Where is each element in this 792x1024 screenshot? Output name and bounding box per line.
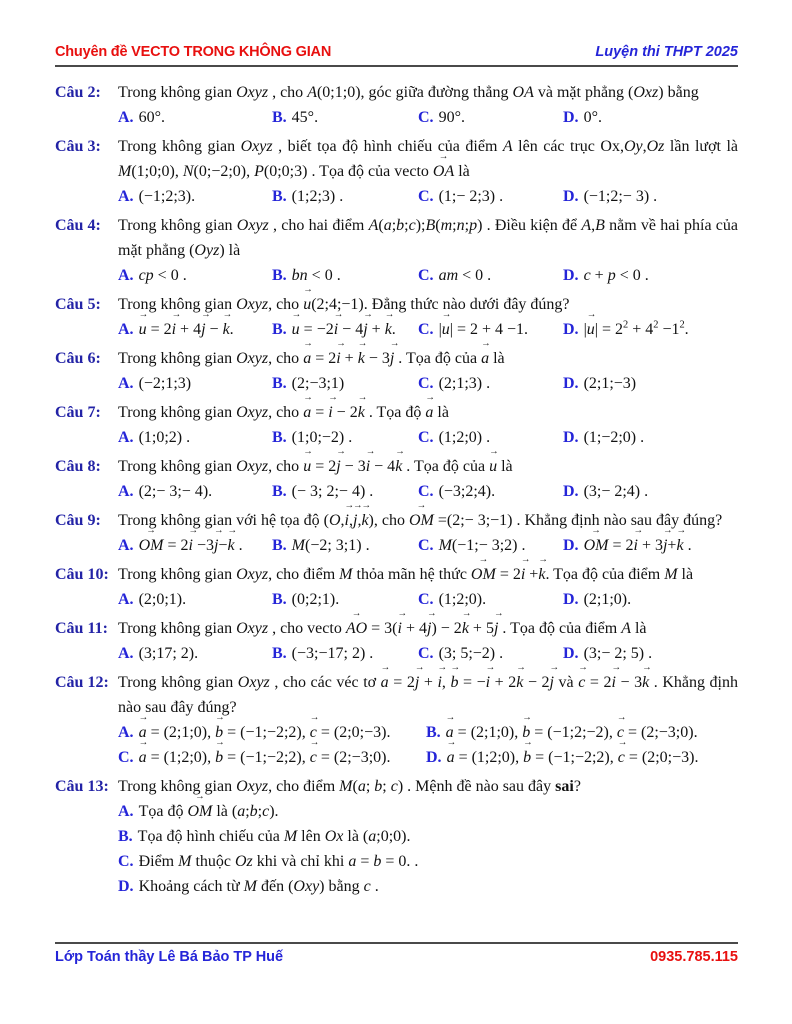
option-letter: D. bbox=[563, 375, 579, 392]
option-text: |u →| = 2 + 4 −1. bbox=[439, 321, 528, 338]
option-text: (1;−2;0) . bbox=[583, 429, 645, 446]
option-text: (2;− 3;− 4). bbox=[138, 483, 213, 500]
option-letter: D. bbox=[563, 109, 579, 126]
question-body bbox=[118, 292, 738, 342]
option-letter: D. bbox=[426, 749, 442, 766]
option-letter: B. bbox=[272, 429, 287, 446]
option-text: (2;0;1). bbox=[138, 591, 187, 608]
question-label: Câu 8: bbox=[55, 458, 101, 475]
option bbox=[118, 824, 738, 849]
option-text: c + p < 0 . bbox=[583, 267, 649, 284]
question-label: Câu 13: bbox=[55, 778, 109, 795]
option bbox=[118, 874, 738, 899]
question bbox=[55, 213, 738, 288]
option bbox=[418, 105, 563, 130]
option-text: (1;2;3) . bbox=[291, 188, 344, 205]
option-text: Tọa độ hình chiếu của M lên Ox là (a;0;0). bbox=[137, 828, 411, 845]
option-letter: D. bbox=[563, 267, 579, 284]
option bbox=[118, 425, 272, 450]
option-text: M(−2; 3;1) . bbox=[291, 537, 370, 554]
option bbox=[118, 641, 272, 666]
footer-phone-number: 0935.785.115 bbox=[650, 949, 738, 965]
option-letter: B. bbox=[272, 109, 287, 126]
option bbox=[118, 799, 738, 824]
question-label: Câu 4: bbox=[55, 217, 101, 234]
option-text: Tọa độ OM → là (a;b;c). bbox=[139, 803, 279, 820]
option-text: (−1;2;3). bbox=[138, 188, 196, 205]
option bbox=[118, 184, 272, 209]
option bbox=[272, 641, 418, 666]
options bbox=[118, 105, 738, 130]
option-text: (3; 5;−2) . bbox=[438, 645, 504, 662]
question bbox=[55, 454, 738, 504]
page-footer bbox=[55, 942, 738, 965]
option bbox=[563, 317, 738, 342]
option-text: Điểm M thuộc Oz khi và chỉ khi a = b = 0. . bbox=[138, 853, 419, 870]
options bbox=[118, 263, 738, 288]
question bbox=[55, 292, 738, 342]
option-letter: C. bbox=[118, 749, 134, 766]
question-label: Câu 2: bbox=[55, 84, 101, 101]
option-text: (1;0;−2) . bbox=[291, 429, 353, 446]
option-letter: A. bbox=[118, 375, 134, 392]
question-label: Câu 11: bbox=[55, 620, 108, 637]
option-text: (−3;2;4). bbox=[438, 483, 496, 500]
option bbox=[118, 105, 272, 130]
option-letter: B. bbox=[272, 375, 287, 392]
question-stem: Trong không gian Oxyz , cho hai điểm A(a;b;c);B(m;n;p) . Điều kiện để A,B nằm về hai phía của mặt phẳng (Oyz) là bbox=[118, 217, 739, 259]
footer-class-name: Lớp Toán thầy Lê Bá Bảo TP Huế bbox=[55, 949, 284, 965]
option bbox=[118, 587, 272, 612]
option-text: |u →| = $2^2 + 4^2 -1^2$. bbox=[584, 321, 689, 338]
option-letter: C. bbox=[418, 537, 434, 554]
options bbox=[118, 425, 738, 450]
option-letter: D. bbox=[563, 188, 579, 205]
option-text: 90°. bbox=[438, 109, 465, 126]
option-letter: A. bbox=[118, 188, 134, 205]
option bbox=[272, 533, 418, 558]
question-stem: Trong không gian Oxyz, cho điểm M thỏa mãn hệ thức OM → = 2i → +k →. Tọa độ của điểm M là bbox=[118, 562, 738, 587]
question-label: Câu 5: bbox=[55, 296, 101, 313]
option-letter: C. bbox=[418, 429, 434, 446]
question-body bbox=[118, 616, 738, 666]
option-text: OM → = 2i → −3j →−k → . bbox=[139, 537, 243, 554]
option-letter: D. bbox=[563, 537, 579, 554]
question-body bbox=[118, 508, 738, 558]
question-body bbox=[118, 80, 738, 130]
option-text: (−3;−17; 2) . bbox=[291, 645, 374, 662]
question-list bbox=[55, 80, 738, 903]
question-label: Câu 12: bbox=[55, 674, 109, 691]
option-text: (−2;1;3) bbox=[138, 375, 192, 392]
option-letter: C. bbox=[418, 267, 434, 284]
question-body bbox=[118, 774, 738, 899]
option-text: (3;− 2;4) . bbox=[583, 483, 649, 500]
option bbox=[118, 849, 738, 874]
option bbox=[563, 533, 738, 558]
option-letter: A. bbox=[118, 321, 134, 338]
option-text: (2;1;0). bbox=[583, 591, 632, 608]
option-text: OM → = 2i → + 3j →+k → . bbox=[584, 537, 692, 554]
option-letter: A. bbox=[118, 645, 134, 662]
option bbox=[118, 720, 426, 745]
option-letter: C. bbox=[418, 375, 434, 392]
option-letter: A. bbox=[118, 109, 134, 126]
option-text: (2;1;3) . bbox=[438, 375, 491, 392]
question-stem: Trong không gian Oxyz, cho a → = i → − 2k → . Tọa độ a → là bbox=[118, 400, 738, 425]
option-text: u → = 2i → + 4j → − k →. bbox=[139, 321, 234, 338]
option bbox=[563, 425, 738, 450]
question bbox=[55, 774, 738, 899]
question-stem: Trong không gian Oxyz, cho a → = 2i → + k → − 3j → . Tọa độ của a → là bbox=[118, 346, 738, 371]
option bbox=[563, 587, 738, 612]
option-letter: B. bbox=[272, 188, 287, 205]
question-label: Câu 9: bbox=[55, 512, 101, 529]
option bbox=[426, 745, 738, 770]
question-body bbox=[118, 454, 738, 504]
option bbox=[418, 587, 563, 612]
option-letter: C. bbox=[418, 483, 434, 500]
options bbox=[118, 533, 738, 558]
option-letter: A. bbox=[118, 591, 134, 608]
option-letter: C. bbox=[418, 188, 434, 205]
option bbox=[418, 479, 563, 504]
option-letter: B. bbox=[272, 645, 287, 662]
option bbox=[418, 371, 563, 396]
option-text: (− 3; 2;− 4) . bbox=[291, 483, 374, 500]
option-text: 45°. bbox=[291, 109, 319, 126]
option-text: u → = −2i → − 4j → + k →. bbox=[292, 321, 396, 338]
question bbox=[55, 346, 738, 396]
option bbox=[563, 479, 738, 504]
option-text: (3;17; 2). bbox=[138, 645, 199, 662]
question-label: Câu 10: bbox=[55, 566, 109, 583]
option bbox=[118, 479, 272, 504]
option-letter: C. bbox=[118, 853, 134, 870]
option-text: (0;2;1). bbox=[291, 591, 340, 608]
option bbox=[118, 371, 272, 396]
question-stem: Trong không gian với hệ tọa độ (O,i →,j →,k →), cho OM → =(2;− 3;−1) . Khẳng định nào sau đây đúng? bbox=[118, 508, 738, 533]
option bbox=[272, 587, 418, 612]
option bbox=[426, 720, 738, 745]
option-text: (2;−3;1) bbox=[291, 375, 345, 392]
question-body bbox=[118, 670, 738, 770]
option-text: M(−1;− 3;2) . bbox=[438, 537, 526, 554]
option-text: (−1;2;− 3) . bbox=[583, 188, 658, 205]
option bbox=[563, 263, 738, 288]
option bbox=[563, 184, 738, 209]
option-text: a → = (1;2;0), b → = (−1;−2;2), c → = (2;−3;0). bbox=[139, 749, 391, 766]
question-label: Câu 3: bbox=[55, 138, 101, 155]
option-letter: B. bbox=[118, 828, 133, 845]
question bbox=[55, 616, 738, 666]
option bbox=[418, 184, 563, 209]
question bbox=[55, 562, 738, 612]
question bbox=[55, 134, 738, 209]
page-header bbox=[55, 44, 738, 67]
option-letter: B. bbox=[272, 483, 287, 500]
question-stem: Trong không gian Oxyz , cho các véc tơ a → = 2j → + i →, b → = −i → + 2k → − 2j → và c → = 2i → − 3k → . Khẳng định nào sau đây đúng? bbox=[118, 670, 738, 720]
option-letter: C. bbox=[418, 321, 434, 338]
option-letter: D. bbox=[563, 321, 579, 338]
option-text: (1;2;0) . bbox=[438, 429, 491, 446]
option-text: a → = (2;1;0), b → = (−1;2;−2), c → = (2;−3;0). bbox=[446, 724, 698, 741]
option bbox=[118, 533, 272, 558]
option-text: (3;− 2; 5) . bbox=[583, 645, 653, 662]
option-letter: A. bbox=[118, 537, 134, 554]
question bbox=[55, 670, 738, 770]
option-text: (1;− 2;3) . bbox=[438, 188, 504, 205]
option-text: 0°. bbox=[583, 109, 602, 126]
question-stem: Trong không gian Oxyz , biết tọa độ hình chiếu của điểm A lên các trục Ox,Oy,Oz lần lượt là M(1;0;0), N(0;−2;0), P(0;0;3) . Tọa độ của vecto OA → là bbox=[118, 134, 738, 184]
question-body bbox=[118, 346, 738, 396]
option-text: am < 0 . bbox=[438, 267, 492, 284]
option-letter: D. bbox=[563, 483, 579, 500]
option-letter: B. bbox=[272, 591, 287, 608]
option-text: bn < 0 . bbox=[291, 267, 341, 284]
option-letter: C. bbox=[418, 591, 434, 608]
header-exam-label: Luyện thi THPT 2025 bbox=[595, 44, 738, 60]
option-letter: A. bbox=[118, 803, 134, 820]
question bbox=[55, 400, 738, 450]
question-stem: Trong không gian Oxyz, cho điểm M(a; b; c) . Mệnh đề nào sau đây sai? bbox=[118, 778, 581, 795]
option-text: a → = (2;1;0), b → = (−1;−2;2), c → = (2;0;−3). bbox=[139, 724, 391, 741]
question-body bbox=[118, 400, 738, 450]
header-topic-title: Chuyên đề VECTO TRONG KHÔNG GIAN bbox=[55, 44, 332, 60]
question-stem: Trong không gian Oxyz, cho u →(2;4;−1). Đẳng thức nào dưới đây đúng? bbox=[118, 292, 738, 317]
option-letter: D. bbox=[563, 429, 579, 446]
option-letter: C. bbox=[418, 109, 434, 126]
question-body bbox=[118, 562, 738, 612]
option bbox=[118, 263, 272, 288]
options bbox=[118, 317, 738, 342]
option bbox=[418, 263, 563, 288]
options bbox=[118, 479, 738, 504]
question-stem: Trong không gian Oxyz , cho vecto AO → = 3(i → + 4j →) − 2k → + 5j → . Tọa độ của điểm A là bbox=[118, 616, 738, 641]
option-text: (1;2;0). bbox=[438, 591, 487, 608]
options bbox=[118, 720, 738, 770]
option bbox=[272, 371, 418, 396]
option-letter: C. bbox=[418, 645, 434, 662]
question-stem: Trong không gian Oxyz , cho A(0;1;0), góc giữa đường thẳng OA và mặt phẳng (Oxz) bằng bbox=[118, 84, 699, 101]
option bbox=[272, 184, 418, 209]
options bbox=[118, 799, 738, 899]
option-letter: B. bbox=[426, 724, 441, 741]
option-text: cp < 0 . bbox=[138, 267, 187, 284]
option-text: a → = (1;2;0), b → = (−1;−2;2), c → = (2;0;−3). bbox=[447, 749, 699, 766]
option-letter: A. bbox=[118, 267, 134, 284]
question-label: Câu 6: bbox=[55, 350, 101, 367]
option-text: Khoảng cách từ M đến (Oxy) bằng c . bbox=[138, 878, 379, 895]
option-text: 60°. bbox=[138, 109, 165, 126]
option-letter: A. bbox=[118, 724, 134, 741]
option bbox=[118, 317, 272, 342]
option-letter: A. bbox=[118, 429, 134, 446]
question bbox=[55, 508, 738, 558]
question bbox=[55, 80, 738, 130]
option-text: (2;1;−3) bbox=[583, 375, 637, 392]
option-text: (1;0;2) . bbox=[138, 429, 191, 446]
option-letter: D. bbox=[118, 878, 134, 895]
option-letter: B. bbox=[272, 321, 287, 338]
question-body bbox=[118, 134, 738, 209]
question-stem: Trong không gian Oxyz, cho u → = 2j → − 3i → − 4k → . Tọa độ của u → là bbox=[118, 454, 738, 479]
options bbox=[118, 184, 738, 209]
question-label: Câu 7: bbox=[55, 404, 101, 421]
option bbox=[563, 105, 738, 130]
option-letter: D. bbox=[563, 645, 579, 662]
option-letter: D. bbox=[563, 591, 579, 608]
option-letter: B. bbox=[272, 267, 287, 284]
option-letter: B. bbox=[272, 537, 287, 554]
option bbox=[272, 105, 418, 130]
option bbox=[563, 371, 738, 396]
question-body bbox=[118, 213, 738, 288]
option-letter: A. bbox=[118, 483, 134, 500]
option bbox=[272, 263, 418, 288]
option bbox=[118, 745, 426, 770]
